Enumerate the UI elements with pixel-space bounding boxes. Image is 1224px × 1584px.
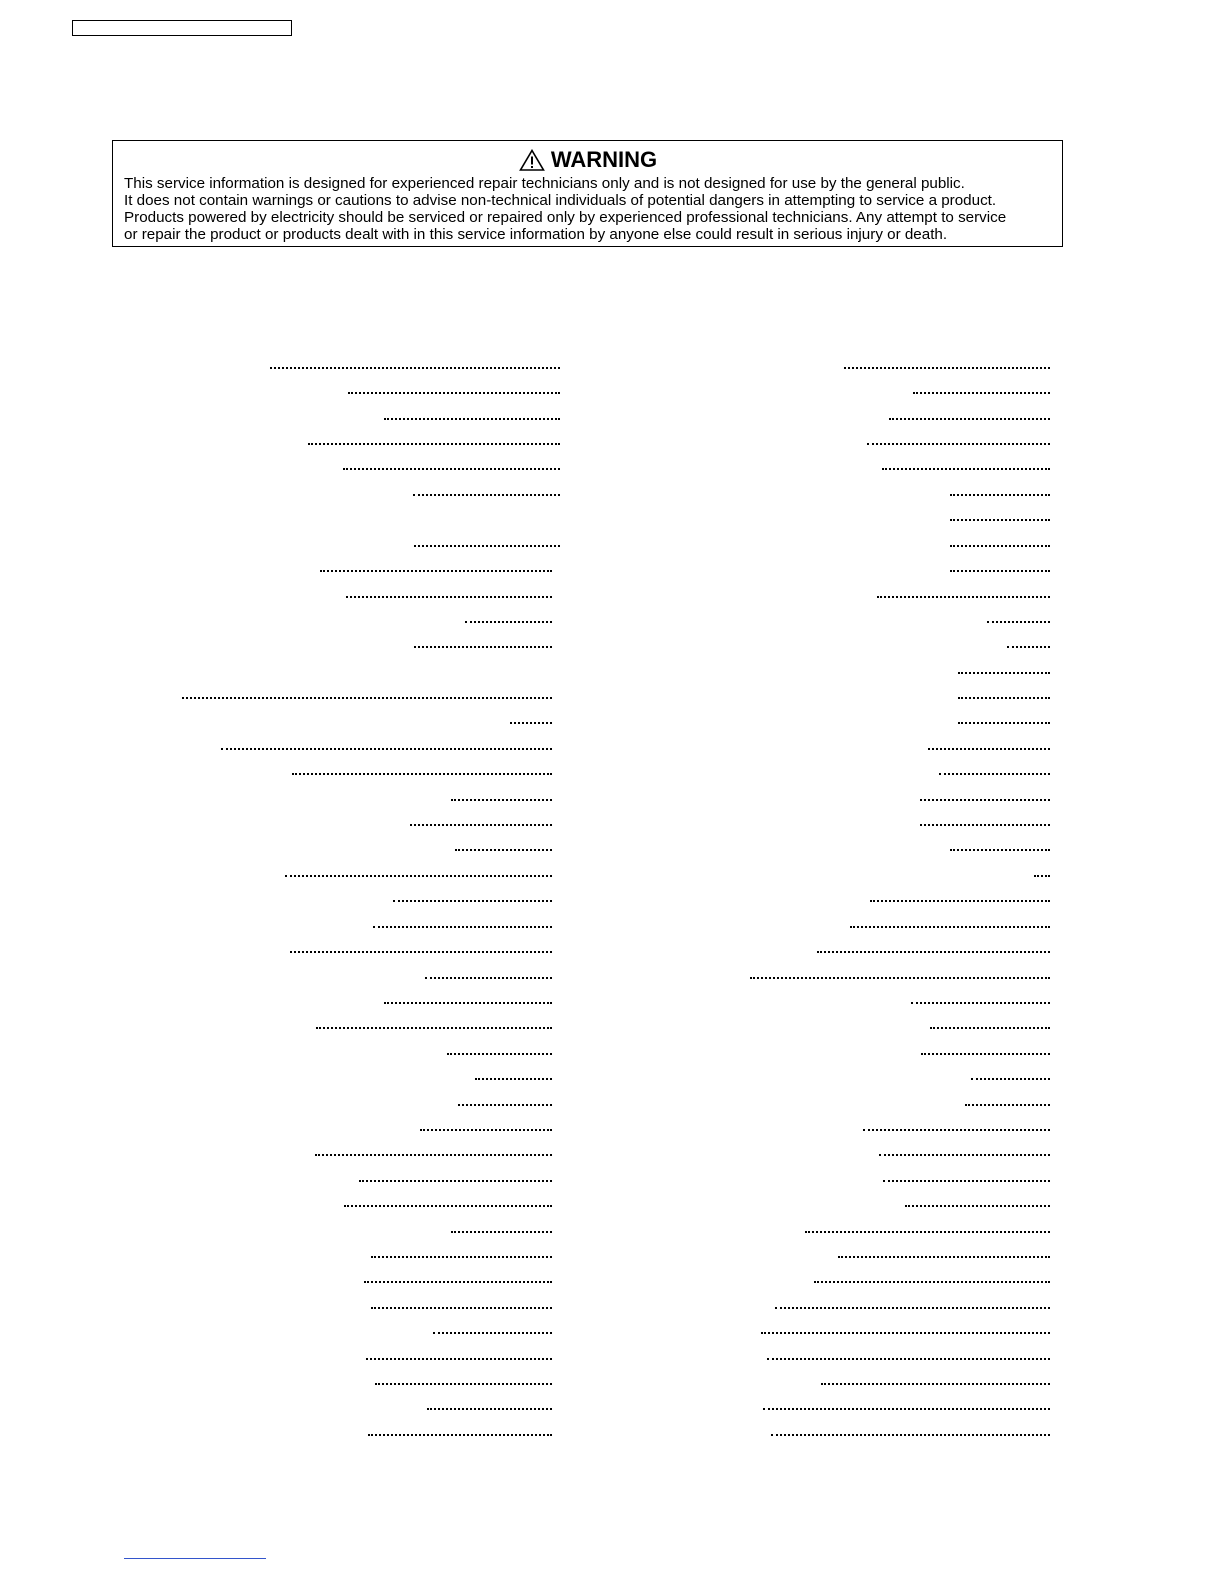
right-toc-leader <box>763 1408 1050 1410</box>
left-toc-leader <box>375 1383 552 1385</box>
header-box <box>72 20 292 36</box>
left-toc-leader <box>316 1027 552 1029</box>
left-toc-leader <box>359 1180 552 1182</box>
right-toc-leader <box>971 1078 1050 1080</box>
right-toc-leader <box>911 1002 1050 1004</box>
left-toc-leader <box>270 367 560 369</box>
warning-line-4: or repair the product or products dealt with in this service information by anyone else could result in serious injury or death. <box>124 226 948 243</box>
left-toc-leader <box>393 900 552 902</box>
warning-line-2: It does not contain warnings or cautions to advise non-technical individuals of potential dangers in attempting to service a product. <box>124 192 997 209</box>
right-toc-leader <box>950 570 1050 572</box>
left-toc-leader <box>343 468 560 470</box>
warning-triangle-icon <box>519 149 545 171</box>
right-toc-leader <box>921 1053 1050 1055</box>
left-toc-leader <box>414 545 560 547</box>
right-toc-leader <box>950 494 1050 496</box>
right-toc-leader <box>750 977 1050 979</box>
left-toc-leader <box>182 697 552 699</box>
right-toc-leader <box>958 672 1050 674</box>
left-toc-leader <box>465 621 552 623</box>
left-toc-leader <box>285 875 552 877</box>
left-toc-leader <box>344 1205 552 1207</box>
right-toc-leader <box>950 545 1050 547</box>
left-toc-leader <box>348 392 560 394</box>
right-toc-leader <box>889 418 1050 420</box>
footer-link-underline <box>124 1558 266 1559</box>
right-toc-leader <box>883 1180 1050 1182</box>
right-toc-leader <box>958 722 1050 724</box>
right-toc-leader <box>882 468 1050 470</box>
left-toc-leader <box>510 722 552 724</box>
right-toc-leader <box>805 1231 1050 1233</box>
right-toc-leader <box>775 1307 1050 1309</box>
left-toc-leader <box>475 1078 552 1080</box>
right-toc-leader <box>920 799 1050 801</box>
left-toc-leader <box>290 951 552 953</box>
left-toc-leader <box>425 977 552 979</box>
right-toc-leader <box>821 1383 1050 1385</box>
left-toc-leader <box>458 1104 552 1106</box>
right-toc-leader <box>863 1129 1050 1131</box>
right-toc-leader <box>1034 875 1050 877</box>
right-toc-leader <box>950 519 1050 521</box>
right-toc-leader <box>767 1358 1050 1360</box>
right-toc-leader <box>867 443 1050 445</box>
right-toc-leader <box>939 773 1050 775</box>
right-toc-leader <box>761 1332 1050 1334</box>
right-toc-leader <box>838 1256 1050 1258</box>
left-toc-leader <box>373 926 552 928</box>
left-toc-leader <box>410 824 552 826</box>
right-toc-leader <box>879 1154 1050 1156</box>
right-toc-leader <box>920 824 1050 826</box>
left-toc-leader <box>315 1154 552 1156</box>
left-toc-leader <box>447 1053 552 1055</box>
right-toc-leader <box>958 697 1050 699</box>
warning-line-1: This service information is designed for experienced repair technicians only and is not designed for use by the general public. <box>124 175 965 192</box>
left-toc-leader <box>346 596 552 598</box>
left-toc-leader <box>451 1231 552 1233</box>
right-toc-leader <box>870 900 1050 902</box>
right-toc-leader <box>928 748 1050 750</box>
right-toc-leader <box>950 849 1050 851</box>
right-toc-leader <box>1007 646 1050 648</box>
warning-title <box>124 144 1052 175</box>
warning-box <box>112 140 1063 247</box>
left-toc-leader <box>308 443 560 445</box>
left-toc-leader <box>384 418 560 420</box>
left-toc-leader <box>414 646 552 648</box>
left-toc-leader <box>364 1281 552 1283</box>
right-toc-leader <box>850 926 1050 928</box>
right-toc-leader <box>877 596 1050 598</box>
warning-line-3: Products powered by electricity should be serviced or repaired only by experienced professional technicians. Any attempt to service <box>124 209 1007 226</box>
right-toc-leader <box>817 951 1050 953</box>
right-toc-leader <box>771 1434 1050 1436</box>
right-toc-leader <box>930 1027 1050 1029</box>
left-toc-leader <box>420 1129 552 1131</box>
left-toc-leader <box>368 1434 552 1436</box>
right-toc-leader <box>844 367 1050 369</box>
right-toc-leader <box>905 1205 1050 1207</box>
left-toc-leader <box>451 799 552 801</box>
left-toc-leader <box>371 1307 552 1309</box>
left-toc-leader <box>384 1002 552 1004</box>
right-toc-leader <box>987 621 1050 623</box>
left-toc-leader <box>371 1256 552 1258</box>
left-toc-leader <box>292 773 552 775</box>
left-toc-leader <box>320 570 552 572</box>
warning-title-text: WARNING <box>550 146 658 172</box>
left-toc-leader <box>433 1332 552 1334</box>
left-toc-leader <box>366 1358 552 1360</box>
left-toc-leader <box>427 1408 552 1410</box>
left-toc-leader <box>455 849 552 851</box>
right-toc-leader <box>965 1104 1050 1106</box>
right-toc-leader <box>814 1281 1050 1283</box>
right-toc-leader <box>913 392 1050 394</box>
left-toc-leader <box>413 494 560 496</box>
left-toc-leader <box>221 748 552 750</box>
